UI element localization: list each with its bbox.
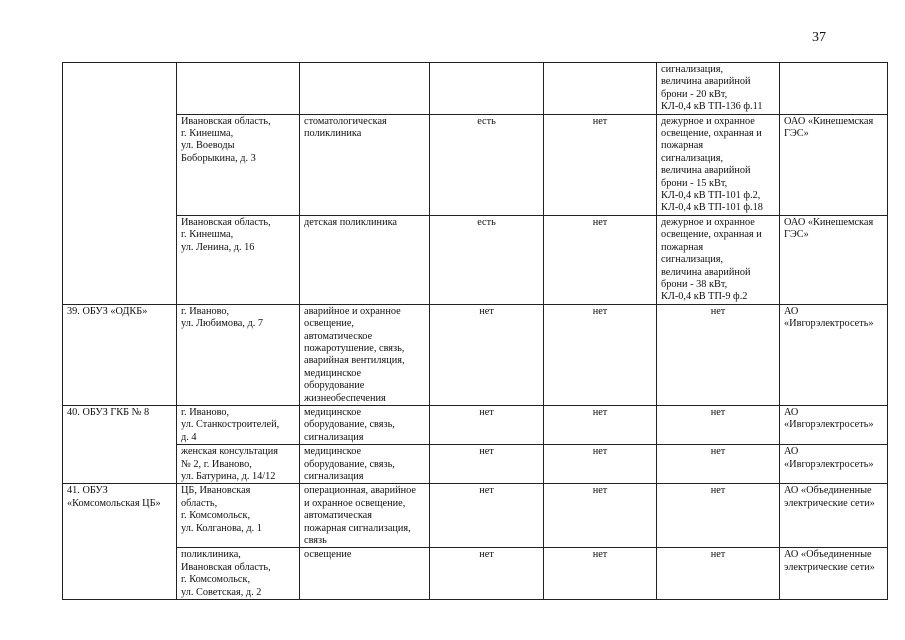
text-line: АО (784, 406, 799, 418)
text-line: нет (710, 549, 726, 561)
purpose-cell (300, 548, 430, 600)
text-line: Ивановская область, (181, 115, 271, 127)
text-line: КЛ-0,4 кВ ТП-101 ф.2, (661, 190, 761, 202)
autonomous-source-cell: нет (544, 405, 657, 444)
autonomous-source-cell (544, 63, 657, 115)
text-line: оборудование, связь, (304, 458, 395, 470)
text-line: АО (784, 446, 799, 458)
text-line: автоматическое (304, 330, 373, 342)
text-line: ГЭС» (784, 128, 809, 140)
reserve-source-cell (430, 63, 544, 115)
table-row (63, 548, 888, 600)
reserve-source-cell: нет (430, 484, 544, 548)
text-line: аварийная вентиляция, (304, 355, 405, 367)
address-cell (177, 405, 300, 444)
organization-cell (63, 304, 177, 405)
supplier-cell (780, 304, 888, 405)
text-line: «Ивгорэлектросеть» (784, 419, 874, 431)
text-line: ОАО «Кинешемская (784, 115, 874, 127)
address-cell (177, 215, 300, 304)
text-line: Ивановская область, (181, 216, 271, 228)
purpose-cell (300, 445, 430, 484)
backup-cell (657, 304, 780, 405)
text-line: брони - 15 кВт, (661, 177, 728, 189)
facilities-table (62, 62, 888, 600)
text-line: медицинское (304, 446, 362, 458)
reserve-source-cell: нет (430, 445, 544, 484)
address-cell (177, 484, 300, 548)
text-line: г. Кинешма, (181, 128, 234, 140)
text-line: д. 4 (181, 431, 197, 443)
table-row (63, 405, 888, 444)
reserve-source-cell: есть (430, 215, 544, 304)
text-line: КЛ-0,4 кВ ТП-136 ф.11 (661, 101, 763, 113)
text-line: пожарная сигнализация, (304, 522, 411, 534)
text-line: сигнализация, (661, 152, 724, 164)
text-line: АО «Объединенные (784, 485, 872, 497)
autonomous-source-cell: нет (544, 484, 657, 548)
text-line: г. Иваново, (181, 305, 230, 317)
text-line: г. Иваново, (181, 406, 230, 418)
backup-cell (657, 114, 780, 215)
address-cell (177, 114, 300, 215)
text-line: нет (710, 305, 726, 317)
text-line: стоматологическая (304, 115, 387, 127)
backup-cell (657, 63, 780, 115)
text-line: пожарная (661, 140, 704, 152)
text-line: КЛ-0,4 кВ ТП-101 ф.18 (661, 202, 763, 214)
text-line: нет (710, 446, 726, 458)
supplier-cell (780, 445, 888, 484)
text-line: ул. Воеводы (181, 140, 235, 152)
table-row (63, 114, 888, 215)
backup-cell (657, 484, 780, 548)
table-row (63, 215, 888, 304)
text-line: пожарная (661, 241, 704, 253)
autonomous-source-cell: нет (544, 114, 657, 215)
text-line: автоматическая (304, 510, 372, 522)
text-line: сигнализация (304, 471, 364, 482)
text-line: поликлиника, (181, 549, 241, 561)
text-line: № 2, г. Иваново, (181, 458, 252, 470)
text-line: ул. Колганова, д. 1 (181, 522, 262, 534)
text-line: дежурное и охранное (661, 216, 755, 228)
address-cell (177, 63, 300, 115)
text-line: ЦБ, Ивановская (181, 485, 251, 497)
text-line: оборудование, связь, (304, 419, 395, 431)
purpose-cell (300, 484, 430, 548)
purpose-cell (300, 215, 430, 304)
text-line: брони - 38 кВт, (661, 278, 728, 290)
text-line: сигнализация, (661, 64, 724, 75)
backup-cell (657, 215, 780, 304)
organization-cell (63, 484, 177, 600)
reserve-source-cell: нет (430, 548, 544, 600)
text-line: освещение, (304, 318, 355, 330)
reserve-source-cell: нет (430, 405, 544, 444)
supplier-cell (780, 215, 888, 304)
text-line: г. Комсомольск, (181, 510, 251, 522)
text-line: область, (181, 497, 218, 509)
text-line: и охранное освещение, (304, 497, 406, 509)
text-line: ул. Ленина, д. 16 (181, 241, 255, 253)
reserve-source-cell: есть (430, 114, 544, 215)
text-line: ул. Любимова, д. 7 (181, 318, 264, 330)
text-line: аварийное и охранное (304, 305, 401, 317)
text-line: дежурное и охранное (661, 115, 755, 127)
text-line: нет (710, 485, 726, 497)
text-line: г. Кинешма, (181, 229, 234, 241)
text-line: величина аварийной (661, 76, 751, 88)
text-line: ул. Батурина, д. 14/12 (181, 471, 276, 482)
text-line: величина аварийной (661, 266, 751, 278)
text-line: «Ивгорэлектросеть» (784, 458, 874, 470)
text-line: ОАО «Кинешемская (784, 216, 874, 228)
text-line: медицинское (304, 406, 362, 418)
table-row (63, 304, 888, 405)
text-line: женская консультация (181, 446, 279, 458)
supplier-cell (780, 114, 888, 215)
autonomous-source-cell: нет (544, 215, 657, 304)
text-line: освещение (304, 549, 352, 561)
table-row (63, 484, 888, 548)
text-line: операционная, аварийное (304, 485, 416, 497)
text-line: «Комсомольская ЦБ» (67, 497, 161, 509)
text-line: АО (784, 305, 799, 317)
text-line: поликлиника (304, 128, 362, 140)
text-line: ул. Станкостроителей, (181, 419, 280, 431)
text-line: пожаротушение, связь, (304, 342, 405, 354)
text-line: электрические сети» (784, 497, 875, 509)
text-line: КЛ-0,4 кВ ТП-9 ф.2 (661, 291, 748, 303)
text-line: электрические сети» (784, 561, 875, 573)
text-line: жизнеобеспечения (304, 392, 386, 404)
text-line: освещение, охранная и (661, 229, 762, 241)
supplier-cell (780, 405, 888, 444)
table-row (63, 445, 888, 484)
purpose-cell (300, 304, 430, 405)
text-line: АО «Объединенные (784, 549, 872, 561)
page-number: 37 (812, 30, 826, 45)
purpose-cell (300, 63, 430, 115)
organization-cell (63, 405, 177, 483)
table-row (63, 63, 888, 115)
purpose-cell (300, 114, 430, 215)
text-line: медицинское (304, 367, 362, 379)
text-line: 39. ОБУЗ «ОДКБ» (67, 305, 148, 317)
address-cell (177, 445, 300, 484)
address-cell (177, 304, 300, 405)
text-line: Боборыкина, д. 3 (181, 152, 256, 164)
text-line: освещение, охранная и (661, 128, 762, 140)
backup-cell (657, 405, 780, 444)
text-line: нет (710, 406, 726, 418)
text-line: г. Комсомольск, (181, 574, 251, 586)
text-line: ГЭС» (784, 229, 809, 241)
backup-cell (657, 445, 780, 484)
supplier-cell (780, 484, 888, 548)
address-cell (177, 548, 300, 600)
text-line: «Ивгорэлектросеть» (784, 318, 874, 330)
text-line: Ивановская область, (181, 561, 271, 573)
organization-cell (63, 63, 177, 305)
autonomous-source-cell: нет (544, 548, 657, 600)
text-line: сигнализация, (661, 254, 724, 266)
text-line: 40. ОБУЗ ГКБ № 8 (67, 406, 150, 418)
text-line: сигнализация (304, 431, 364, 443)
text-line: величина аварийной (661, 165, 751, 177)
text-line: связь (304, 535, 327, 547)
backup-cell (657, 548, 780, 600)
supplier-cell (780, 63, 888, 115)
reserve-source-cell: нет (430, 304, 544, 405)
autonomous-source-cell: нет (544, 445, 657, 484)
purpose-cell (300, 405, 430, 444)
text-line: 41. ОБУЗ (67, 485, 108, 497)
text-line: оборудование (304, 380, 365, 392)
text-line: детская поликлиника (304, 216, 397, 228)
text-line: брони - 20 кВт, (661, 88, 728, 100)
text-line: ул. Советская, д. 2 (181, 586, 262, 598)
supplier-cell (780, 548, 888, 600)
autonomous-source-cell: нет (544, 304, 657, 405)
